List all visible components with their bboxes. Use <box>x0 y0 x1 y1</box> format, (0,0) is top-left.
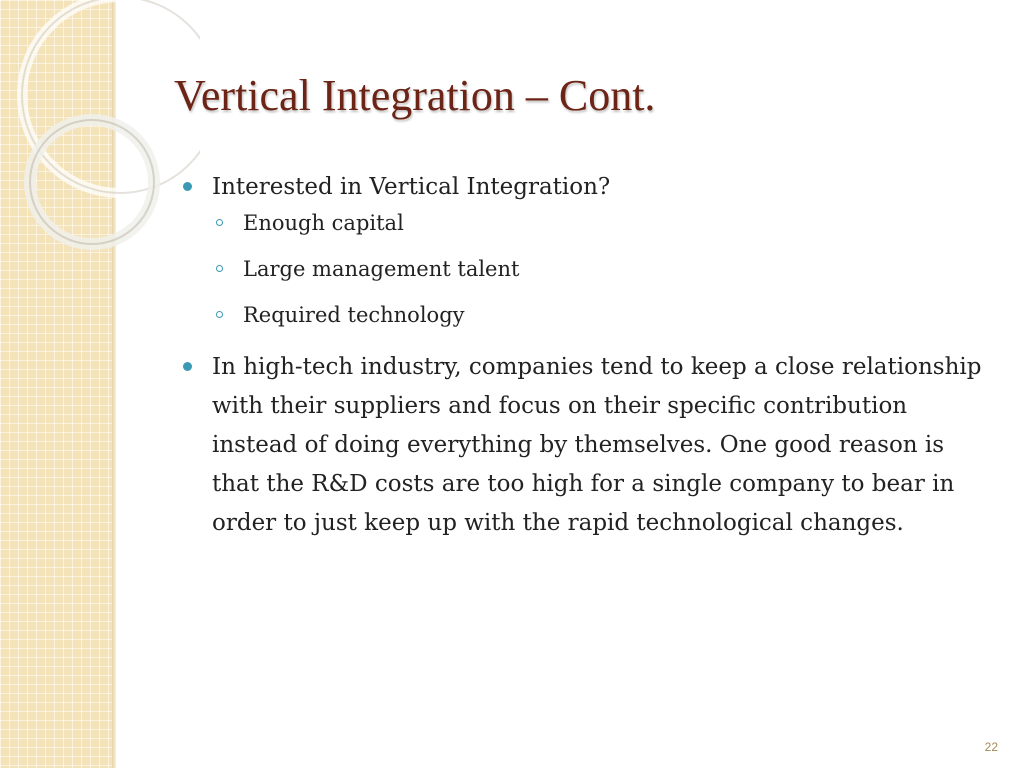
filled-circle-icon <box>183 362 192 371</box>
bullet-item <box>180 168 990 328</box>
bullet-item <box>180 348 990 543</box>
sub-bullet-text: Enough capital <box>243 211 404 235</box>
sub-bullet-text: Large management talent <box>243 257 520 281</box>
page-number: 22 <box>984 740 998 754</box>
sub-bullet-item <box>212 256 990 282</box>
slide-title: Vertical Integration – Cont. <box>174 71 656 120</box>
sub-bullet-list <box>212 210 990 328</box>
bullet-text: Interested in Vertical Integration? <box>212 174 611 200</box>
hollow-circle-icon <box>216 219 223 226</box>
side-panel-edge <box>112 0 116 768</box>
bullet-text: In high-tech industry, companies tend to keep a close relationship with their suppliers and focus on their specific contribution instead of doing everything by themselves. One good reason is that the R&D costs are too high for a single company to bear in order to just keep up with the rapid technological changes. <box>212 354 982 536</box>
filled-circle-icon <box>183 182 192 191</box>
hollow-circle-icon <box>216 265 223 272</box>
slide-content <box>180 168 990 543</box>
sub-bullet-item <box>212 302 990 328</box>
hollow-circle-icon <box>216 311 223 318</box>
sub-bullet-item <box>212 210 990 236</box>
decorative-side-panel <box>0 0 112 768</box>
sub-bullet-text: Required technology <box>243 303 465 327</box>
